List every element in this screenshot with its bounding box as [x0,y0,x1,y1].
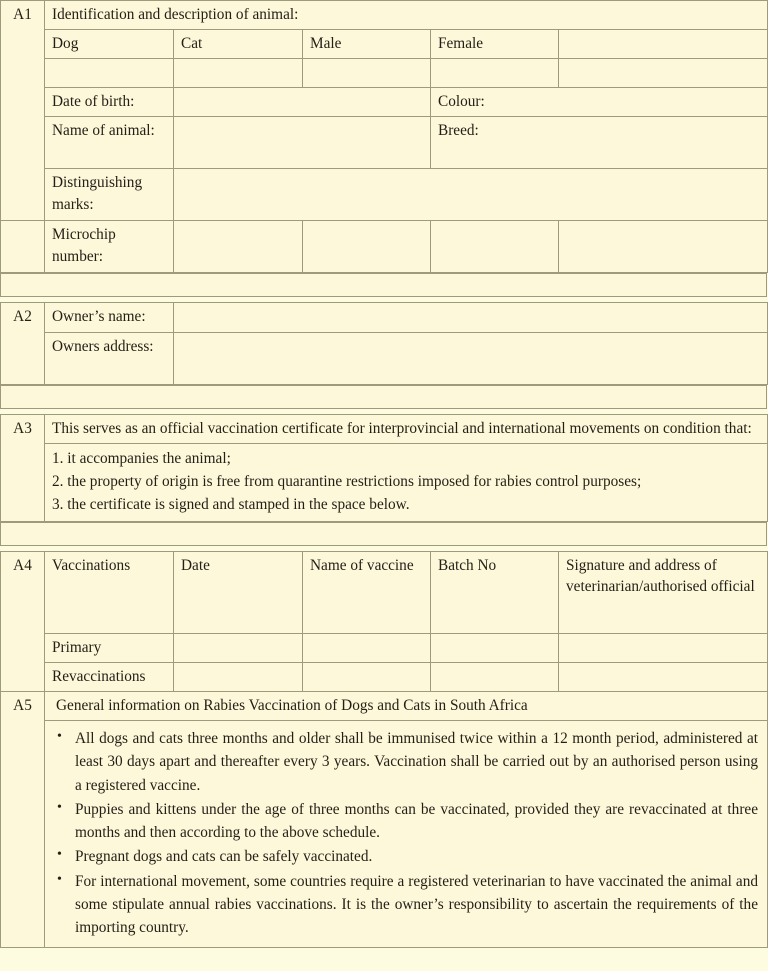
a1-field-extra[interactable] [559,59,768,88]
a1-field-male[interactable] [303,59,431,88]
a1-field-microchip-2[interactable] [303,221,431,273]
table-row [1,1,768,30]
spacer-after-a3 [0,522,767,546]
a1-field-female[interactable] [431,59,559,88]
table-row [1,88,768,117]
list-item: 1. it accompanies the animal; [52,449,231,467]
a1-field-date-of-birth[interactable] [174,88,431,117]
spacer-after-a2 [0,385,767,409]
a1-label-female: Female [431,30,559,59]
a5-bullet-list [54,727,758,939]
table-row [1,443,768,521]
section-a2 [0,302,768,384]
a4-field-primary-signature[interactable] [559,633,768,662]
a1-field-name-of-animal[interactable] [174,117,431,169]
section-a4-a5 [0,551,768,949]
a4-field-revacc-vaccine[interactable] [303,662,431,691]
a1-field-microchip-4[interactable] [559,221,768,273]
a1-label-breed: Breed: [431,117,768,169]
section-code-a5: A5 [1,692,45,948]
a1-label-date-of-birth: Date of birth: [45,88,174,117]
a1-label-colour: Colour: [431,88,768,117]
a4-column-batch-no: Batch No [431,551,559,633]
section-code-a3: A3 [1,414,45,521]
table-row [1,221,768,273]
a1-field-microchip-1[interactable] [174,221,303,273]
list-item: • For international movement, some countries require a registered veterinarian to have vaccinated the animal and some stipulate annual rabies vaccinations. It is the owner’s responsibility to ascertain the requirements of the importing country. [54,870,758,940]
table-row [1,414,768,443]
a4-row-label-primary: Primary [45,633,174,662]
table-row [1,551,768,633]
table-row [1,662,768,691]
table-row [1,692,768,721]
table-row [1,332,768,384]
table-row [1,169,768,221]
a4-column-name-of-vaccine: Name of vaccine [303,551,431,633]
a4-field-primary-date[interactable] [174,633,303,662]
spacer-after-a1 [0,273,767,297]
a4-column-date: Date [174,551,303,633]
a1-field-microchip-3[interactable] [431,221,559,273]
a4-field-revacc-date[interactable] [174,662,303,691]
a1-field-dog[interactable] [45,59,174,88]
list-item: • Puppies and kittens under the age of three months can be vaccinated, provided they are revaccinated at three months and then according to the above schedule. [54,798,758,845]
a1-header-extra-cell [559,30,768,59]
a5-heading: General information on Rabies Vaccination of Dogs and Cats in South Africa [45,692,768,721]
a2-field-owner-name[interactable] [174,303,768,332]
list-item: • All dogs and cats three months and older shall be immunised twice within a 12 month period, administered at least 30 days apart and thereafter every 3 years. Vaccination shall be carried out by an authorised person using a registered vaccine. [54,727,758,797]
a1-label-dog: Dog [45,30,174,59]
a3-heading: This serves as an official vaccination certificate for interprovincial and international movements on condition that: [45,414,768,443]
a4-column-signature: Signature and address of veterinarian/authorised official [559,551,768,633]
a1-label-cat: Cat [174,30,303,59]
table-row [1,30,768,59]
a4-field-revacc-batch[interactable] [431,662,559,691]
list-item: • Pregnant dogs and cats can be safely vaccinated. [54,845,758,868]
section-code-a4: A4 [1,551,45,691]
section-a1 [0,0,768,273]
section-code-a1-continued [1,221,45,273]
a3-conditions-cell [45,443,768,521]
a1-heading: Identification and description of animal: [45,1,768,30]
a2-label-owner-name: Owner’s name: [45,303,174,332]
a4-column-vaccinations: Vaccinations [45,551,174,633]
list-item: 2. the property of origin is free from quarantine restrictions imposed for rabies control purposes; [52,473,642,491]
a4-field-revacc-signature[interactable] [559,662,768,691]
a1-label-microchip-number: Microchip number: [45,221,174,273]
a4-field-primary-batch[interactable] [431,633,559,662]
a1-field-distinguishing-marks[interactable] [174,169,768,221]
a1-field-cat[interactable] [174,59,303,88]
a1-label-name-of-animal: Name of animal: [45,117,174,169]
table-row [1,117,768,169]
section-code-a2: A2 [1,303,45,384]
a3-conditions-list [52,447,760,517]
table-row [1,303,768,332]
list-item: 3. the certificate is signed and stamped in the space below. [52,496,410,514]
a2-label-owner-address: Owners address: [45,332,174,384]
a1-label-distinguishing-marks: Distinguishing marks: [45,169,174,221]
a5-bullets-cell [45,721,768,948]
a2-field-owner-address[interactable] [174,332,768,384]
a4-field-primary-vaccine[interactable] [303,633,431,662]
table-row [1,633,768,662]
section-a3 [0,414,768,522]
table-row [1,59,768,88]
section-code-a1: A1 [1,1,45,221]
table-row [1,721,768,948]
a1-label-male: Male [303,30,431,59]
a4-row-label-revaccinations: Revaccinations [45,662,174,691]
